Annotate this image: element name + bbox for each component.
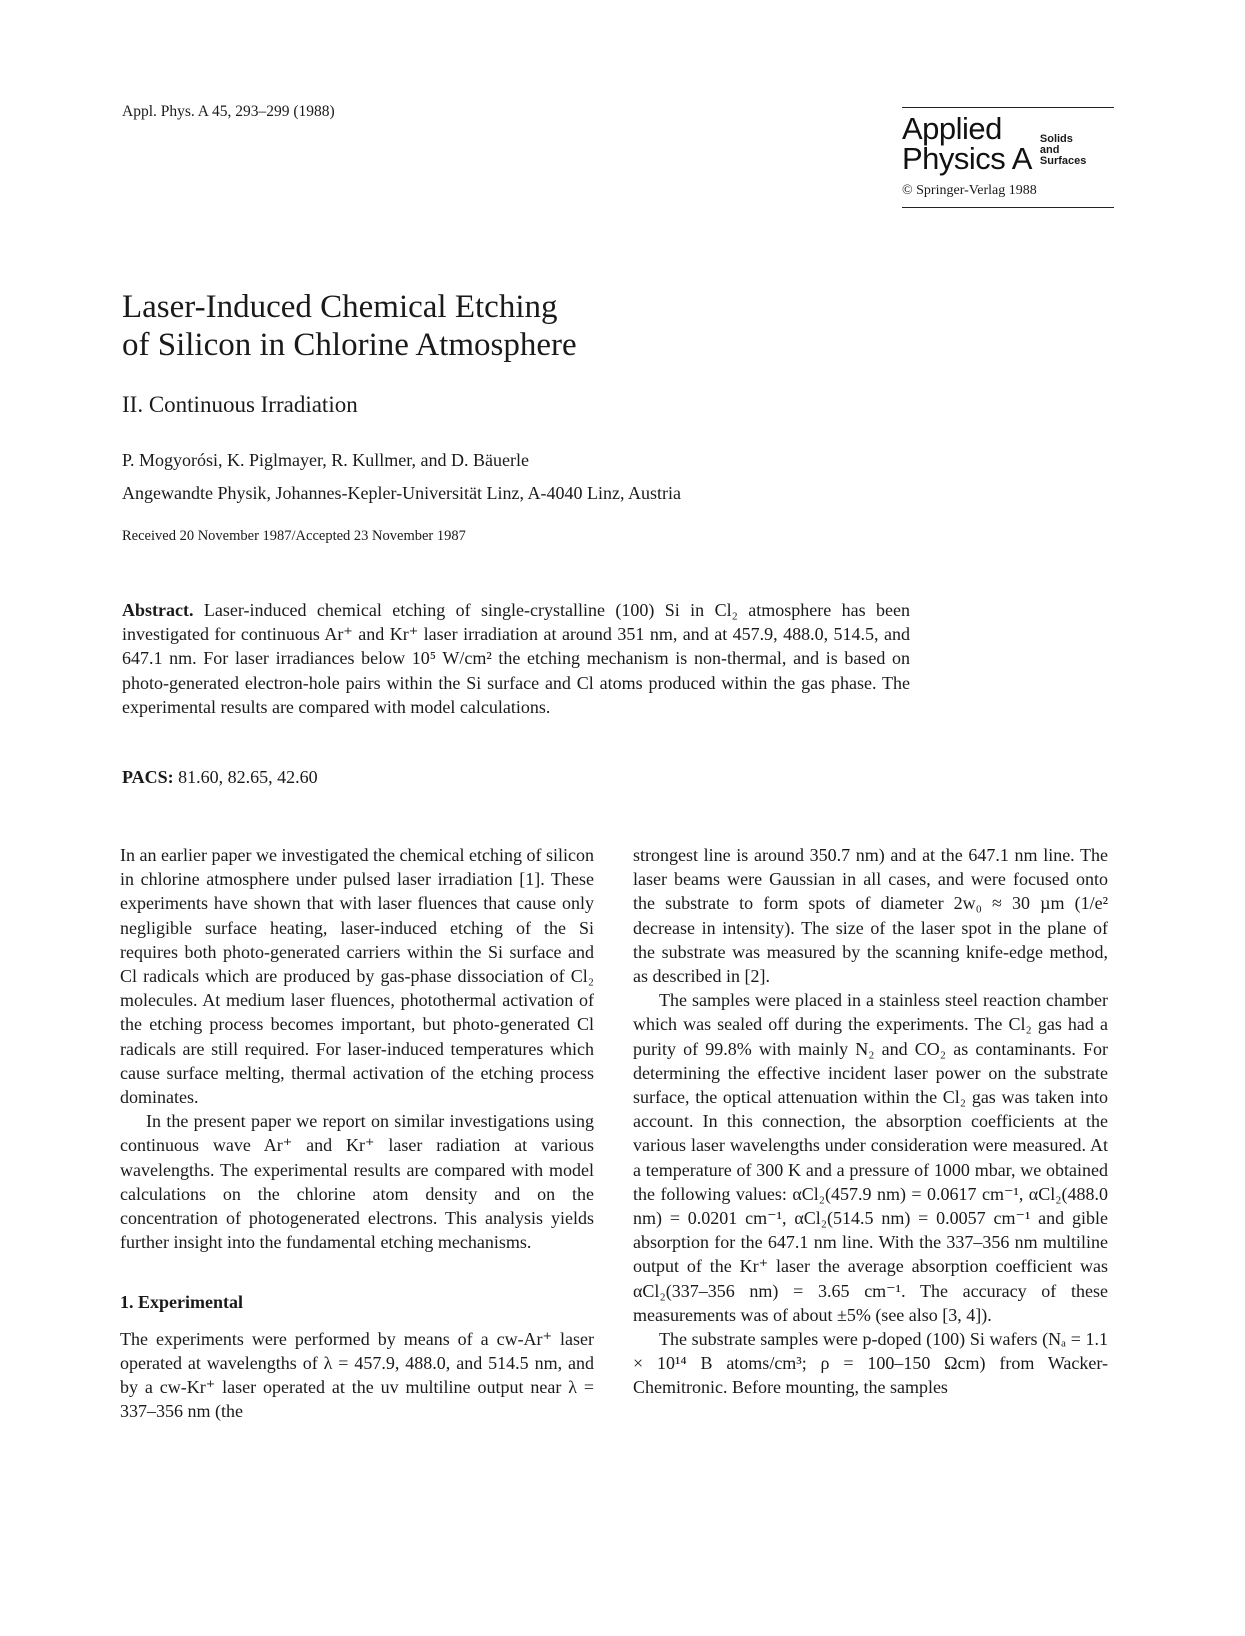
received-date: Received 20 November 1987/Accepted 23 November 1987 xyxy=(122,528,466,544)
abstract-text: Laser-induced chemical etching of single-crystalline (100) Si in Cl₂ atmosphere has been investigated for continuous Ar⁺ and Kr⁺ laser irradiation at around 351 nm, and at 457.9, 488.0, 514.5, and 647.1 nm. For laser irradiances below 10⁵ W/cm² the etching mechanism is non-thermal, and is based on photo-generated electron-hole pairs within the Si surface and Cl atoms produced within the gas phase. The experimental results are compared with model calculations. xyxy=(122,600,910,717)
pacs-label: PACS: xyxy=(122,767,174,787)
paragraph-experimental-2: strongest line is around 350.7 nm) and at the 647.1 nm line. The laser beams were Gaussian in all cases, and were focused onto the substrate to form spots of diameter 2w₀ ≈ 30 µm (1/e² decrease in intensity). The size of the laser spot in the plane of the substrate was measured by the scanning knife-edge method, as described in [2]. xyxy=(633,845,1108,987)
affiliation: Angewandte Physik, Johannes-Kepler-Universität Linz, A-4040 Linz, Austria xyxy=(122,483,682,503)
paragraph-experimental-4: The substrate samples were p-doped (100) Si wafers (Nₐ = 1.1 × 10¹⁴ B atoms/cm³; ρ = 100–150 Ωcm) from Wacker-Chemitronic. Before mounting, the samples xyxy=(633,1329,1108,1398)
journal-citation: Appl. Phys. A 45, 293–299 (1988) xyxy=(122,103,335,120)
bottom-rule xyxy=(902,207,1114,208)
journal-logo-block xyxy=(902,107,1114,208)
paragraph-experimental-1: The experiments were performed by means of a cw-Ar⁺ laser operated at wavelengths of λ = 457.9, 488.0, and 514.5 nm, and by a cw-Kr⁺ laser operated at the uv multiline output near λ = 337–356 nm (the xyxy=(120,1328,594,1422)
abstract-label: Abstract. xyxy=(122,600,194,620)
article-subtitle: II. Continuous Irradiation xyxy=(122,392,358,417)
copyright: © Springer-Verlag 1988 xyxy=(902,183,1037,198)
right-column xyxy=(633,843,1108,1400)
authors: P. Mogyorósi, K. Piglmayer, R. Kullmer, and D. Bäuerle xyxy=(122,450,530,470)
paragraph-experimental-3: The samples were placed in a stainless steel reaction chamber which was sealed off during the experiments. The Cl₂ gas had a purity of 99.8% with mainly N₂ and CO₂ as contaminants. For determining the effective incident laser power on the substrate surface, the optical attenuation within the Cl₂ gas was taken into account. In this connection, the absorption coefficients at the various laser wavelengths under consideration were measured. At a temperature of 300 K and a pressure of 1000 mbar, we obtained the following values: αCl₂(457.9 nm) = 0.0617 cm⁻¹, αCl₂(488.0 nm) = 0.0201 cm⁻¹, αCl₂(514.5 nm) = 0.0057 cm⁻¹ and gible absorption for the 647.1 nm line. With the 337–356 nm multiline output of the Kr⁺ laser the average absorption coefficient was αCl₂(337–356 nm) = 3.65 cm⁻¹. The accuracy of these measurements was of about ±5% (see also [3, 4]). xyxy=(633,990,1108,1325)
left-column xyxy=(120,843,594,1423)
paragraph-intro-1: In an earlier paper we investigated the chemical etching of silicon in chlorine atmosphere under pulsed laser irradiation [1]. These experiments have shown that with laser fluences that cause only negligible surface heating, laser-induced etching of the Si requires both photo-generated carriers within the Si surface and Cl radicals which are produced by gas-phase dissociation of Cl₂ molecules. At medium laser fluences, photothermal activation of the etching process becomes important, but photo-generated Cl radicals are still required. For laser-induced temperatures which cause surface melting, thermal activation of the etching process dominates. xyxy=(120,845,594,1108)
title-line-1: Laser-Induced Chemical Etching xyxy=(122,289,558,325)
paragraph-intro-2: In the present paper we report on similar investigations using continuous wave Ar⁺ and Kr⁺ laser radiation at various wavelengths. The experimental results are compared with model calculations on the chlorine atom density and on the concentration of photogenerated electrons. This analysis yields further insight into the fundamental etching mechanisms. xyxy=(120,1111,594,1253)
journal-logo-line2: Physics A xyxy=(902,141,1032,176)
journal-logo-section xyxy=(1040,134,1086,167)
journal-logo xyxy=(902,111,1114,180)
journal-logo-line1: Applied xyxy=(902,111,1002,146)
abstract xyxy=(122,598,910,719)
top-rule xyxy=(902,107,1114,108)
pacs-codes: 81.60, 82.65, 42.60 xyxy=(178,767,318,787)
journal-side-2: and xyxy=(1039,144,1060,156)
journal-side-1: Solids xyxy=(1039,133,1073,145)
article-title xyxy=(122,288,922,364)
title-line-2: of Silicon in Chlorine Atmosphere xyxy=(122,327,577,363)
journal-logo-name xyxy=(902,111,1032,176)
section-heading-experimental: 1. Experimental xyxy=(120,1292,243,1313)
journal-side-3: Surfaces xyxy=(1039,155,1087,167)
pacs xyxy=(122,767,318,788)
